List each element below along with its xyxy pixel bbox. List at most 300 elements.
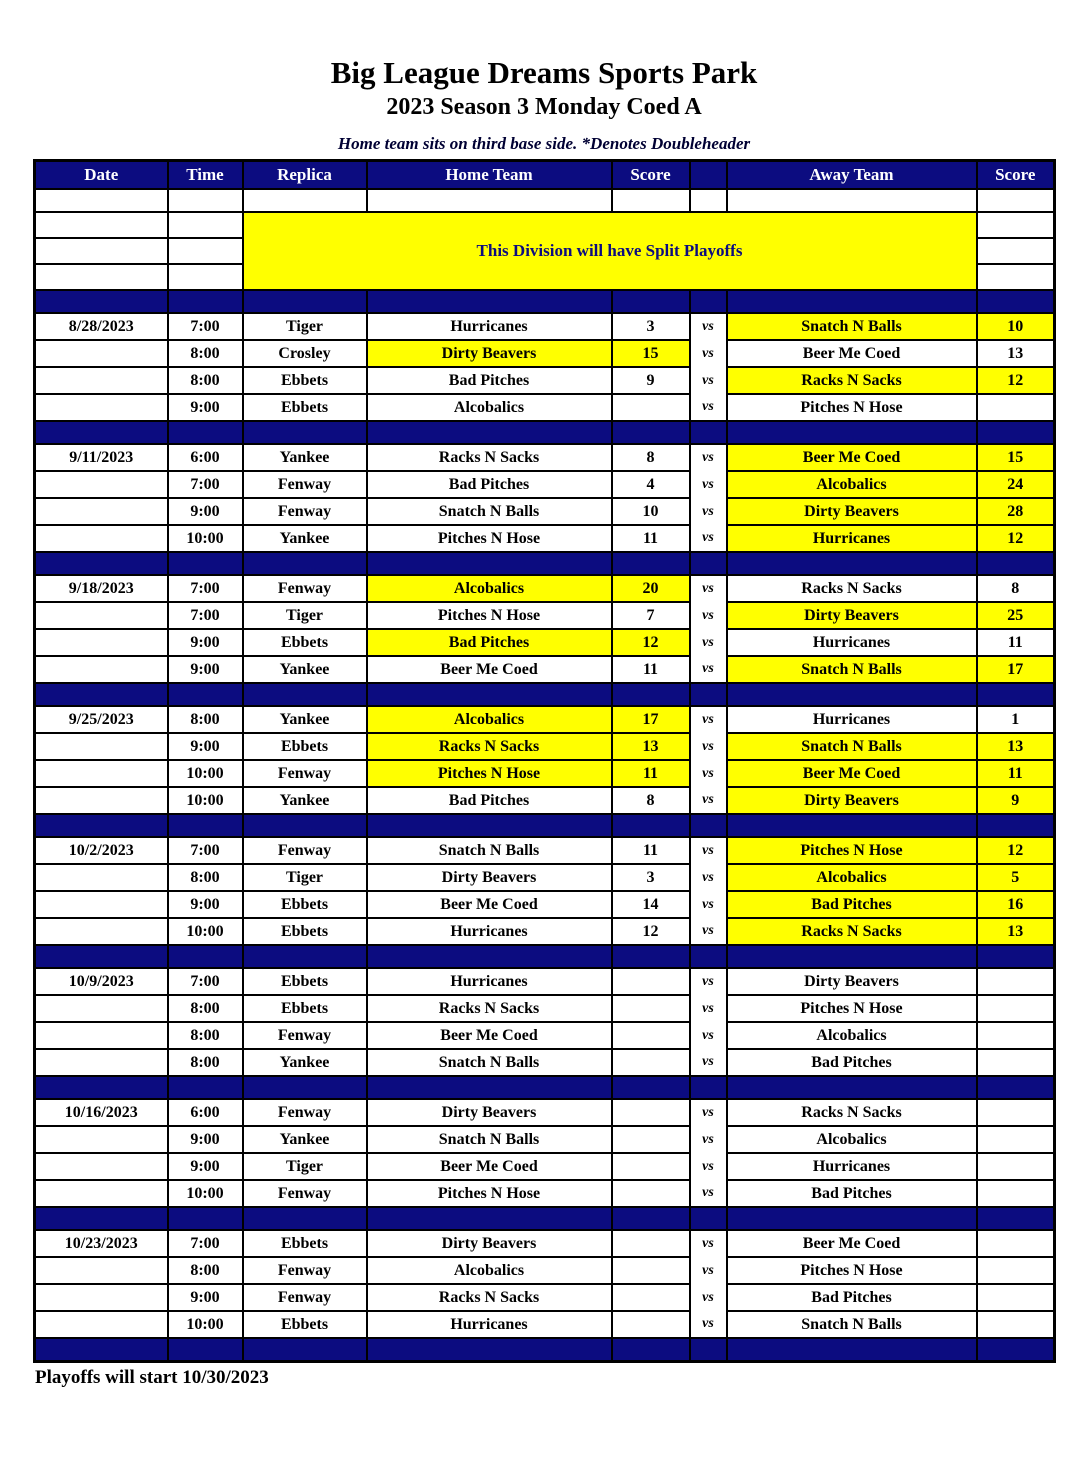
home-score-cell: 10 [612, 498, 690, 525]
separator-cell [727, 421, 977, 444]
game-row [35, 760, 1055, 787]
away-score-cell: 13 [977, 733, 1055, 760]
game-row [35, 1180, 1055, 1207]
vs-label: vs [690, 602, 727, 629]
away-score-cell [977, 1230, 1055, 1257]
page-title: Big League Dreams Sports Park [330, 55, 758, 90]
game-row [35, 837, 1055, 864]
replica-cell: Ebbets [243, 1311, 367, 1338]
away-team-cell: Beer Me Coed [727, 1230, 977, 1257]
date-cell [35, 525, 168, 552]
date-cell [35, 1049, 168, 1076]
away-team-cell: Beer Me Coed [727, 760, 977, 787]
separator-cell [168, 1076, 243, 1099]
time-cell: 9:00 [168, 629, 243, 656]
away-team-cell: Pitches N Hose [727, 837, 977, 864]
separator-cell [690, 945, 727, 968]
time-cell: 10:00 [168, 1311, 243, 1338]
time-cell: 9:00 [168, 891, 243, 918]
home-score-cell [612, 1230, 690, 1257]
away-score-cell: 10 [977, 313, 1055, 340]
date-cell [35, 1180, 168, 1207]
game-row [35, 656, 1055, 683]
separator-cell [690, 421, 727, 444]
separator-cell [35, 1076, 168, 1099]
separator-cell [977, 814, 1055, 837]
time-cell: 9:00 [168, 1153, 243, 1180]
replica-cell: Fenway [243, 575, 367, 602]
game-row [35, 444, 1055, 471]
home-score-cell [612, 1049, 690, 1076]
home-team-cell: Pitches N Hose [367, 525, 612, 552]
separator-cell [367, 1207, 612, 1230]
replica-cell: Ebbets [243, 891, 367, 918]
vs-label: vs [690, 629, 727, 656]
separator-cell [977, 683, 1055, 706]
home-score-cell [612, 995, 690, 1022]
date-cell [35, 864, 168, 891]
away-score-cell [977, 1284, 1055, 1311]
away-score-cell [977, 1180, 1055, 1207]
separator-cell [35, 683, 168, 706]
separator-cell [727, 1076, 977, 1099]
header-row [35, 161, 1055, 190]
empty-cell [35, 264, 168, 290]
date-cell: 10/23/2023 [35, 1230, 168, 1257]
empty-cell [168, 189, 243, 212]
time-cell: 6:00 [168, 1099, 243, 1126]
vs-label: vs [690, 837, 727, 864]
separator-cell [35, 1207, 168, 1230]
time-cell: 8:00 [168, 1022, 243, 1049]
time-cell: 10:00 [168, 760, 243, 787]
away-score-cell [977, 1022, 1055, 1049]
vs-label: vs [690, 1099, 727, 1126]
separator-cell [612, 945, 690, 968]
vs-label: vs [690, 864, 727, 891]
away-team-cell: Racks N Sacks [727, 1099, 977, 1126]
game-row [35, 340, 1055, 367]
home-score-cell: 12 [612, 918, 690, 945]
away-team-cell: Snatch N Balls [727, 733, 977, 760]
header-away-team: Away Team [727, 161, 977, 190]
home-team-cell: Bad Pitches [367, 787, 612, 814]
date-cell [35, 891, 168, 918]
game-row [35, 891, 1055, 918]
home-score-cell: 4 [612, 471, 690, 498]
home-team-cell: Hurricanes [367, 313, 612, 340]
home-team-cell: Racks N Sacks [367, 444, 612, 471]
home-team-cell: Beer Me Coed [367, 1022, 612, 1049]
footer-note: Playoffs will start 10/30/2023 [35, 1367, 269, 1388]
home-score-cell: 14 [612, 891, 690, 918]
home-score-cell [612, 1284, 690, 1311]
home-team-cell: Racks N Sacks [367, 995, 612, 1022]
home-score-cell: 11 [612, 837, 690, 864]
separator-cell [727, 1207, 977, 1230]
empty-cell [367, 189, 612, 212]
away-team-cell: Alcobalics [727, 864, 977, 891]
empty-cell [727, 189, 977, 212]
game-row [35, 1230, 1055, 1257]
date-cell [35, 602, 168, 629]
separator-cell [727, 945, 977, 968]
home-team-cell: Dirty Beavers [367, 340, 612, 367]
vs-label: vs [690, 1230, 727, 1257]
replica-cell: Tiger [243, 864, 367, 891]
replica-cell: Tiger [243, 602, 367, 629]
date-cell: 10/16/2023 [35, 1099, 168, 1126]
game-row [35, 1099, 1055, 1126]
date-cell [35, 995, 168, 1022]
home-team-cell: Alcobalics [367, 575, 612, 602]
header-home-score: Score [612, 161, 690, 190]
away-score-cell [977, 1311, 1055, 1338]
vs-label: vs [690, 918, 727, 945]
separator-cell [168, 683, 243, 706]
replica-cell: Fenway [243, 1180, 367, 1207]
home-team-cell: Alcobalics [367, 706, 612, 733]
game-row [35, 1126, 1055, 1153]
away-team-cell: Dirty Beavers [727, 787, 977, 814]
away-team-cell: Bad Pitches [727, 1049, 977, 1076]
time-cell: 6:00 [168, 444, 243, 471]
away-score-cell [977, 394, 1055, 421]
away-score-cell: 13 [977, 340, 1055, 367]
separator-cell [727, 290, 977, 313]
game-row [35, 1153, 1055, 1180]
separator-cell [977, 421, 1055, 444]
date-cell [35, 656, 168, 683]
home-team-cell: Snatch N Balls [367, 1049, 612, 1076]
away-team-cell: Dirty Beavers [727, 498, 977, 525]
header-date: Date [35, 161, 168, 190]
time-cell: 9:00 [168, 498, 243, 525]
game-row [35, 575, 1055, 602]
replica-cell: Fenway [243, 498, 367, 525]
date-cell: 10/9/2023 [35, 968, 168, 995]
home-score-cell [612, 1257, 690, 1284]
home-team-cell: Alcobalics [367, 394, 612, 421]
home-team-cell: Hurricanes [367, 1311, 612, 1338]
date-cell [35, 629, 168, 656]
empty-cell [977, 238, 1055, 264]
game-row [35, 1284, 1055, 1311]
separator-cell [35, 552, 168, 575]
away-team-cell: Bad Pitches [727, 1180, 977, 1207]
home-score-cell: 17 [612, 706, 690, 733]
empty-row [35, 189, 1055, 212]
empty-cell [35, 238, 168, 264]
vs-label: vs [690, 1284, 727, 1311]
home-team-cell: Beer Me Coed [367, 656, 612, 683]
date-cell: 9/11/2023 [35, 444, 168, 471]
home-team-cell: Beer Me Coed [367, 1153, 612, 1180]
away-team-cell: Beer Me Coed [727, 340, 977, 367]
separator-cell [612, 814, 690, 837]
time-cell: 8:00 [168, 995, 243, 1022]
away-score-cell: 17 [977, 656, 1055, 683]
header-time: Time [168, 161, 243, 190]
time-cell: 7:00 [168, 313, 243, 340]
time-cell: 8:00 [168, 340, 243, 367]
away-team-cell: Bad Pitches [727, 891, 977, 918]
page [0, 56, 1088, 1464]
empty-cell [977, 189, 1055, 212]
away-team-cell: Dirty Beavers [727, 602, 977, 629]
date-cell [35, 367, 168, 394]
home-score-cell: 9 [612, 367, 690, 394]
away-team-cell: Pitches N Hose [727, 995, 977, 1022]
separator-cell [243, 552, 367, 575]
replica-cell: Ebbets [243, 968, 367, 995]
game-row [35, 498, 1055, 525]
vs-label: vs [690, 787, 727, 814]
away-team-cell: Snatch N Balls [727, 313, 977, 340]
separator-cell [35, 814, 168, 837]
home-score-cell [612, 968, 690, 995]
home-team-cell: Bad Pitches [367, 471, 612, 498]
date-cell [35, 1022, 168, 1049]
away-score-cell: 13 [977, 918, 1055, 945]
separator-cell [977, 1076, 1055, 1099]
date-cell [35, 733, 168, 760]
game-row [35, 864, 1055, 891]
away-team-cell: Dirty Beavers [727, 968, 977, 995]
time-cell: 7:00 [168, 602, 243, 629]
separator-cell [727, 552, 977, 575]
schedule-table [33, 159, 1056, 1363]
replica-cell: Ebbets [243, 733, 367, 760]
separator-cell [243, 814, 367, 837]
home-score-cell [612, 1099, 690, 1126]
separator-cell [727, 1338, 977, 1362]
time-cell: 7:00 [168, 575, 243, 602]
vs-label: vs [690, 706, 727, 733]
away-score-cell: 24 [977, 471, 1055, 498]
vs-label: vs [690, 525, 727, 552]
header-vs [690, 161, 727, 190]
vs-label: vs [690, 575, 727, 602]
home-team-cell: Dirty Beavers [367, 1099, 612, 1126]
replica-cell: Crosley [243, 340, 367, 367]
separator-cell [690, 1207, 727, 1230]
away-team-cell: Hurricanes [727, 525, 977, 552]
away-team-cell: Snatch N Balls [727, 1311, 977, 1338]
date-cell [35, 760, 168, 787]
separator-cell [690, 290, 727, 313]
replica-cell: Fenway [243, 837, 367, 864]
vs-label: vs [690, 340, 727, 367]
away-score-cell: 15 [977, 444, 1055, 471]
home-team-cell: Snatch N Balls [367, 498, 612, 525]
vs-label: vs [690, 1153, 727, 1180]
vs-label: vs [690, 1126, 727, 1153]
time-cell: 7:00 [168, 968, 243, 995]
home-team-cell: Hurricanes [367, 968, 612, 995]
separator-cell [243, 1076, 367, 1099]
home-team-cell: Hurricanes [367, 918, 612, 945]
separator-cell [243, 1338, 367, 1362]
away-score-cell: 11 [977, 760, 1055, 787]
replica-cell: Yankee [243, 444, 367, 471]
time-cell: 10:00 [168, 918, 243, 945]
replica-cell: Fenway [243, 1099, 367, 1126]
date-cell: 9/25/2023 [35, 706, 168, 733]
vs-label: vs [690, 471, 727, 498]
separator-cell [367, 290, 612, 313]
separator-cell [612, 1338, 690, 1362]
replica-cell: Ebbets [243, 918, 367, 945]
vs-label: vs [690, 1049, 727, 1076]
game-row [35, 787, 1055, 814]
away-team-cell: Hurricanes [727, 629, 977, 656]
home-team-cell: Bad Pitches [367, 367, 612, 394]
home-team-cell: Beer Me Coed [367, 891, 612, 918]
vs-label: vs [690, 313, 727, 340]
home-score-cell: 8 [612, 444, 690, 471]
separator-cell [690, 552, 727, 575]
away-team-cell: Pitches N Hose [727, 394, 977, 421]
home-score-cell: 13 [612, 733, 690, 760]
replica-cell: Fenway [243, 1284, 367, 1311]
away-score-cell: 12 [977, 525, 1055, 552]
away-team-cell: Racks N Sacks [727, 575, 977, 602]
game-row [35, 1257, 1055, 1284]
time-cell: 8:00 [168, 864, 243, 891]
away-score-cell [977, 1257, 1055, 1284]
away-team-cell: Alcobalics [727, 1022, 977, 1049]
game-row [35, 995, 1055, 1022]
game-row [35, 394, 1055, 421]
game-row [35, 706, 1055, 733]
vs-label: vs [690, 995, 727, 1022]
separator-cell [35, 421, 168, 444]
home-team-cell: Pitches N Hose [367, 760, 612, 787]
separator-cell [367, 1076, 612, 1099]
date-cell [35, 1284, 168, 1311]
date-cell [35, 498, 168, 525]
separator-cell [367, 421, 612, 444]
replica-cell: Fenway [243, 471, 367, 498]
home-score-cell: 3 [612, 313, 690, 340]
separator-cell [690, 683, 727, 706]
separator-cell [612, 421, 690, 444]
time-cell: 7:00 [168, 471, 243, 498]
date-cell: 10/2/2023 [35, 837, 168, 864]
vs-label: vs [690, 394, 727, 421]
separator-cell [977, 1338, 1055, 1362]
game-row [35, 968, 1055, 995]
vs-label: vs [690, 1311, 727, 1338]
replica-cell: Yankee [243, 787, 367, 814]
game-row [35, 629, 1055, 656]
separator-cell [367, 814, 612, 837]
header-home-team: Home Team [367, 161, 612, 190]
game-row [35, 602, 1055, 629]
replica-cell: Ebbets [243, 629, 367, 656]
home-team-cell: Racks N Sacks [367, 1284, 612, 1311]
date-cell [35, 340, 168, 367]
away-team-cell: Racks N Sacks [727, 918, 977, 945]
replica-cell: Tiger [243, 313, 367, 340]
home-score-cell: 12 [612, 629, 690, 656]
replica-cell: Fenway [243, 760, 367, 787]
separator-cell [168, 552, 243, 575]
home-score-cell: 11 [612, 656, 690, 683]
header-replica: Replica [243, 161, 367, 190]
game-row [35, 471, 1055, 498]
time-cell: 9:00 [168, 1284, 243, 1311]
home-team-cell: Pitches N Hose [367, 1180, 612, 1207]
vs-label: vs [690, 733, 727, 760]
separator-cell [977, 290, 1055, 313]
time-cell: 9:00 [168, 1126, 243, 1153]
home-team-cell: Pitches N Hose [367, 602, 612, 629]
away-score-cell [977, 995, 1055, 1022]
away-score-cell: 28 [977, 498, 1055, 525]
replica-cell: Yankee [243, 706, 367, 733]
time-cell: 8:00 [168, 367, 243, 394]
home-score-cell: 11 [612, 525, 690, 552]
empty-cell [690, 189, 727, 212]
separator-cell [367, 1338, 612, 1362]
separator-row [35, 421, 1055, 444]
vs-label: vs [690, 444, 727, 471]
separator-cell [243, 683, 367, 706]
empty-cell [35, 212, 168, 238]
home-team-cell: Racks N Sacks [367, 733, 612, 760]
separator-cell [367, 945, 612, 968]
replica-cell: Yankee [243, 1049, 367, 1076]
home-score-cell [612, 1180, 690, 1207]
time-cell: 9:00 [168, 733, 243, 760]
away-score-cell [977, 1049, 1055, 1076]
separator-cell [612, 1076, 690, 1099]
replica-cell: Fenway [243, 1257, 367, 1284]
separator-cell [168, 1338, 243, 1362]
replica-cell: Ebbets [243, 394, 367, 421]
vs-label: vs [690, 498, 727, 525]
separator-row [35, 1338, 1055, 1362]
away-team-cell: Pitches N Hose [727, 1257, 977, 1284]
date-cell [35, 471, 168, 498]
separator-cell [977, 1207, 1055, 1230]
separator-cell [35, 1338, 168, 1362]
replica-cell: Yankee [243, 525, 367, 552]
away-team-cell: Hurricanes [727, 1153, 977, 1180]
separator-row [35, 814, 1055, 837]
empty-cell [612, 189, 690, 212]
away-score-cell: 1 [977, 706, 1055, 733]
separator-cell [168, 290, 243, 313]
separator-cell [168, 1207, 243, 1230]
home-score-cell [612, 1126, 690, 1153]
home-team-cell: Bad Pitches [367, 629, 612, 656]
replica-cell: Tiger [243, 1153, 367, 1180]
separator-cell [727, 683, 977, 706]
replica-cell: Ebbets [243, 1230, 367, 1257]
away-team-cell: Bad Pitches [727, 1284, 977, 1311]
empty-cell [168, 212, 243, 238]
time-cell: 10:00 [168, 787, 243, 814]
separator-cell [243, 421, 367, 444]
separator-cell [612, 683, 690, 706]
away-score-cell: 12 [977, 367, 1055, 394]
banner-row [35, 212, 1055, 238]
home-team-cell: Snatch N Balls [367, 837, 612, 864]
vs-label: vs [690, 1022, 727, 1049]
